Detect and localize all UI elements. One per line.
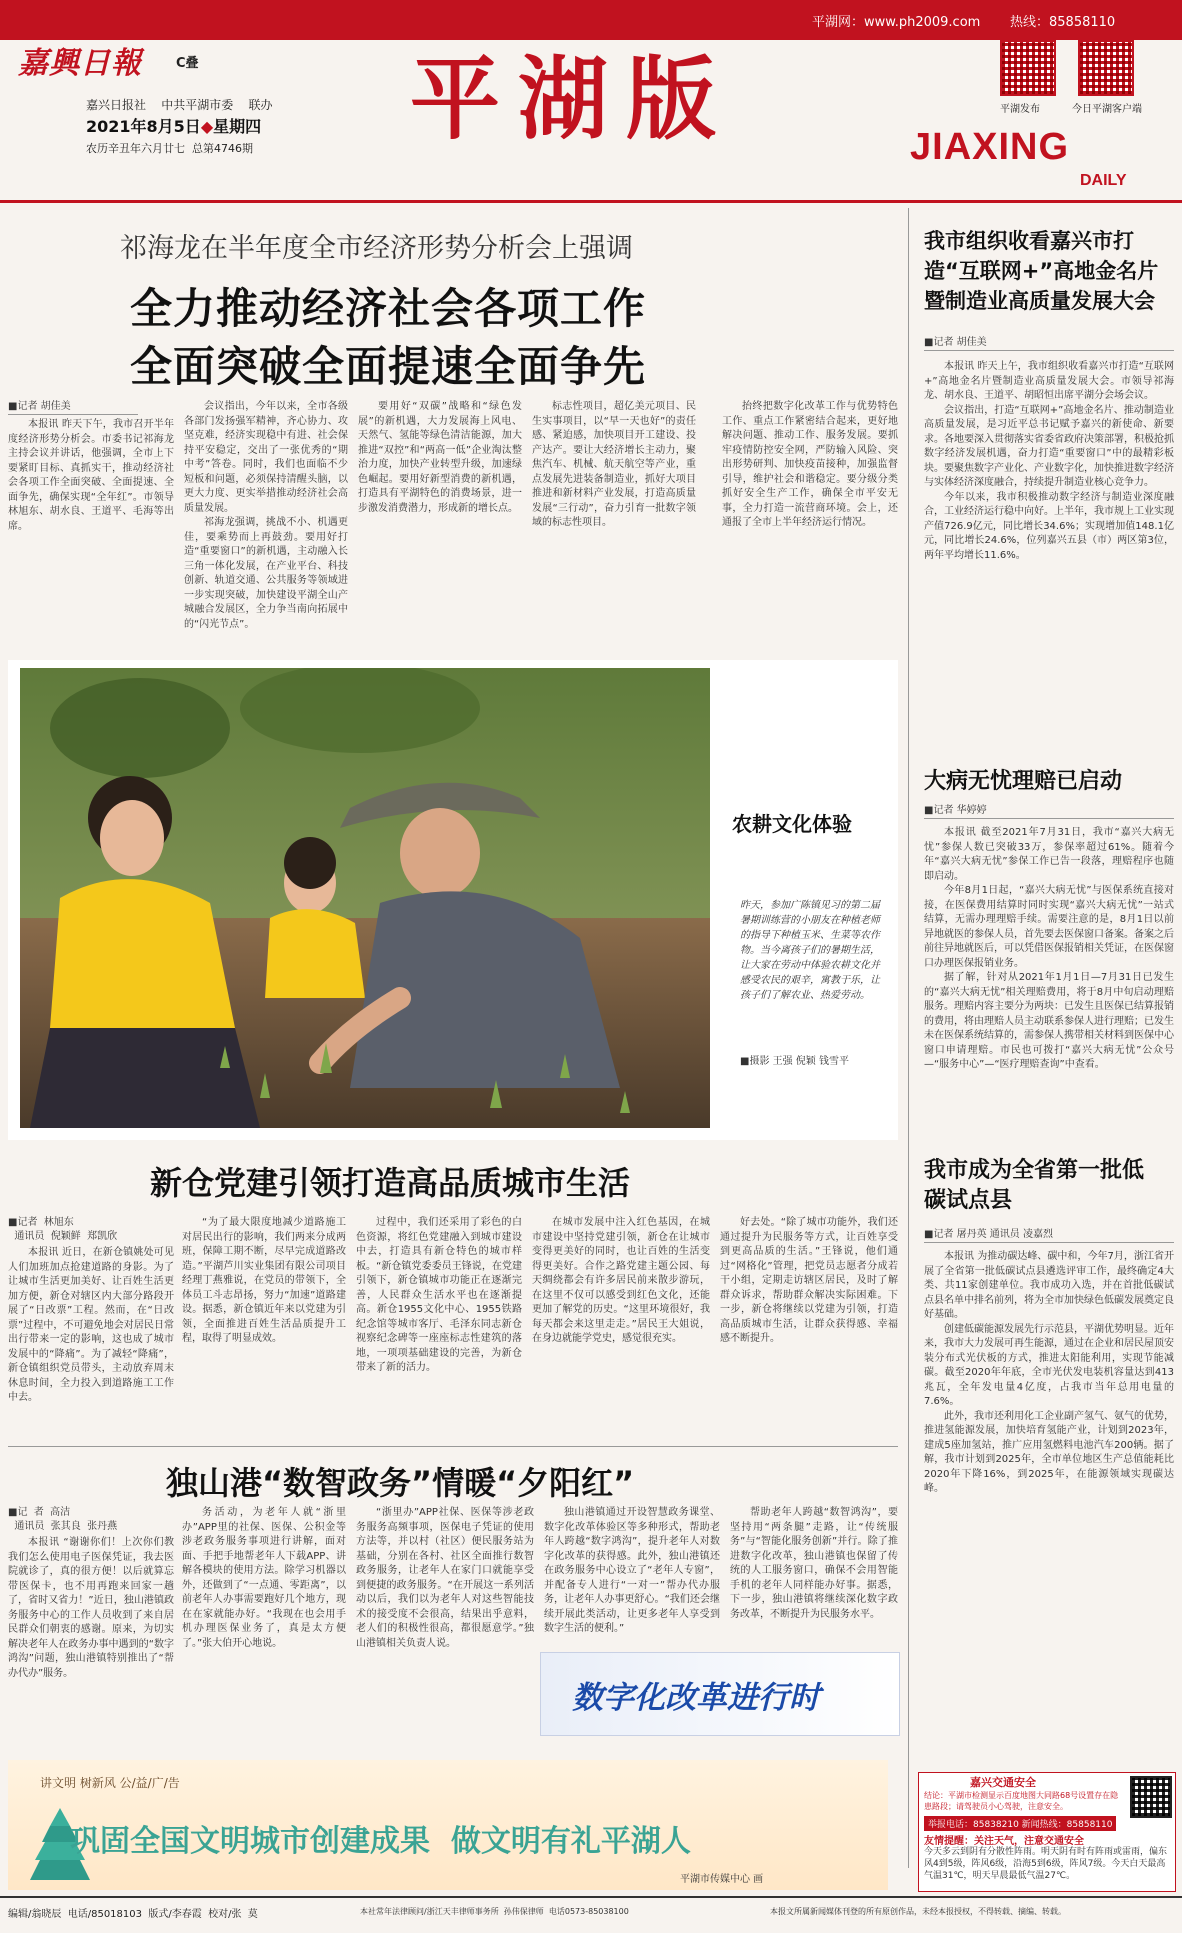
side1-paragraph: 会议指出，打造“互联网+”高地金名片、推动制造业高质量发展，是习近平总书记赋予嘉兴的新使命、新要求。各地要深入贯彻落实省委省政府决策部署，积极抢抓数字经济发展机遇，奋力打造“重要窗口”中的最精彩板块。要聚焦数字产业化、产业数字化，加快推进数字经济与实体经济深度融合，持续提升制造业核心竞争力。 xyxy=(924,404,1174,488)
lead-col-2 xyxy=(184,400,348,648)
lead-col-3 xyxy=(358,400,522,648)
masthead-date xyxy=(86,114,261,137)
side3-paragraph: 创建低碳能源发展先行示范县，平湖优势明显。近年来，我市大力发展可再生能源，通过在企业和居民屋顶安装分布式光伏板的方式，推进太阳能利用，实现节能减碳。截至2020年年底，全市光伏发电装机容量达到413兆瓦，全年发电量4亿度，占我市当年总用电量的7.6%。 xyxy=(924,1323,1174,1407)
footer-editors: 编辑/翁晓辰 电话/85018103 版式/李春霞 校对/张 莫 xyxy=(8,1909,258,1920)
top-bar-hotline[interactable]: 热线：85858110 xyxy=(1010,15,1116,30)
lead-paragraph: 标志性项目，超亿美元项目、民生实事项目，以“早一天也好”的责任感、紧迫感，加快项目开工建设、投产达产。要让大经济增长主动力，聚焦汽车、机械、航天航空等产业，重点发展先进装备制造业，抓好大项目推进和新材料产业发展，打造高质量发展“三行动”，奋力引育一批数字领域的标志性项目。 xyxy=(532,401,696,528)
side1-rule xyxy=(924,350,1174,351)
side3-rule xyxy=(924,1242,1174,1243)
girl-pants xyxy=(30,1028,260,1128)
side2-byline: ■记者 华婷婷 xyxy=(924,805,987,816)
xincang-paragraph: 好去处。“除了城市功能外，我们还通过提升为民服务等方式，让百姓享受到更高品质的生活。”王锋说，他们通过“网格化”管理，把党员志愿者分成若干小组，定期走访辖区居民，及时了解群众诉求，帮助群众解决实际困难。下一步，新仓将继续以党建为引领，打造高品质城市生活，让群众获得感、幸福感不断提升。 xyxy=(720,1217,898,1344)
top-bar xyxy=(0,0,1182,40)
lead-paragraph: 要用好“双碳”战略和“绿色发展”的新机遇，大力发展海上风电、天然气、氢能等绿色清洁能源，加大推进“双控”和“两高一低”企业淘汰整治力度，加快产业转型升级，加速绿色崛起。要用好新型消费的新机遇，打造具有平湖特色的消费场景，进一步激发消费潜力，形成新的增长点。 xyxy=(358,401,522,514)
footer-legal: 本社常年法律顾问/浙江天丰律师事务所 孙伟保律师 电话0573-85038100 xyxy=(360,1907,629,1916)
side1-paragraph: 本报讯 昨天上午，我市组织收看嘉兴市打造“互联网+”高地金名片暨制造业高质量发展大会。市领导祁海龙、胡水良、王道平、胡昭恒出席平湖分会场会议。 xyxy=(924,361,1174,401)
lead-paragraph: 祁海龙强调，挑战不小、机遇更佳，要乘势而上再鼓劲。要用好打造“重要窗口”的新机遇，主动融入长三角一体化发展，在产业平台、科技创新、轨道交通、公共服务等领域进一步实现突破，加快建设平湖全山产城融合发展区，全力争当南向拓展中的“闪光节点”。 xyxy=(184,517,348,630)
side2-paragraph: 本报讯 截至2021年7月31日，我市“嘉兴大病无忧”参保人数已突破33万，参保率超过61%。随着今年“嘉兴大病无忧”参保工作已告一段落，理赔程序也随即启动。 xyxy=(924,827,1174,882)
lead-col-4 xyxy=(532,400,696,648)
side2-paragraph: 今年8月1日起，“嘉兴大病无忧”与医保系统直接对接，在医保费用结算时同时实现“嘉兴大病无忧”一站式结算，无需办理理赔手续。需要注意的是，8月1日以前异地就医的参保人员，首先要去医保窗口备案。备案之后前往异地就医后，可以凭借医保报销相关凭证，在医保窗口办理医保报销业务。 xyxy=(924,885,1174,969)
dushan-col-2 xyxy=(182,1506,346,1760)
newspaper-logo: 嘉興日報 xyxy=(18,46,142,81)
dushan-col-5 xyxy=(730,1506,898,1646)
child-shirt xyxy=(265,909,365,998)
civility-ad-slogan: 巩固全国文明城市创建成果 做文明有礼平湖人 xyxy=(70,1824,691,1859)
xincang-paragraph: 本报讯 近日，在新仓镇姚处可见人们加班加点抢建道路的身影。为了让城市生活更加美好、让百姓生活更加方便，新仓对辖区内大部分路段开展了“日改票”工程。然而，在“日改票”过程中，不可避免地会对居民日常出行带来一定的影响，这也成了城市发展中的“降痛”。为了减轻“降痛”，新仓镇组织党员带头，主动放弃周末休息时间，全力投入到道路施工工作中去。 xyxy=(8,1247,174,1403)
side2-rule xyxy=(924,818,1174,819)
qr2-label: 今日平湖客户端 xyxy=(1072,104,1142,115)
issue-weekday: 星期四 xyxy=(213,117,262,136)
top-bar-site[interactable]: 平湖网：www.ph2009.com xyxy=(812,15,981,30)
xincang-headline: 新仓党建引领打造高品质城市生活 xyxy=(150,1164,631,1202)
weather-forecast: 今天多云到阴有分散性阵雨。明天阴有时有阵雨或雷雨，偏东风4到5级，阵风6级，沿海5到6级，阵风7级。今天白天最高气温31℃，明天早晨最低气温27℃。 xyxy=(924,1847,1168,1881)
footer-copyright: 本报文所属新闻媒体刊登的所有原创作品，未经本报授权，不得转载、摘编、转载。 xyxy=(770,1907,1066,1916)
dushan-col-1 xyxy=(8,1536,174,1760)
lead-headline-2: 全面突破全面提速全面争先 xyxy=(130,342,647,391)
lead-headline-1: 全力推动经济社会各项工作 xyxy=(130,284,647,333)
brand-jiaxing: JIAXING xyxy=(910,126,1070,168)
side2-paragraph: 据了解，针对从2021年1月1日—7月31日已发生的“嘉兴大病无忧”相关理赔费用，将于8月中旬启动理赔服务。理赔内容主要分为两块：已发生且医保已结算报销的费用，将由理赔人员主动联系参保人进行理赔；已发生未在医保系统结算的，需参保人携带相关材料到医保中心窗口申请理赔。市民也可拨打“嘉兴大病无忧”公众号—“服务中心”—“医疗理赔查询”中查看。 xyxy=(924,972,1174,1070)
lead-col-1 xyxy=(8,418,174,648)
dushan-paragraph: 本报讯 “谢谢你们！上次你们教我们怎么使用电子医保凭证，我去医院就诊了，真的很方便！以后就算忘带医保卡，也不用再跑来回家一趟了，省时又省力！”近日，独山港镇政务服务中心的工作人员收到了来自居民群众们朝衷的感谢。原来，为切实解决老年人在政务办事中遇到的“数字鸿沟”问题，独山港镇特别推出了“帮办代办”服务。 xyxy=(8,1537,174,1679)
dushan-byline: ■记 者 高洁 通讯员 张其良 张丹燕 xyxy=(8,1507,118,1532)
xincang-paragraph: 在城市发展中注入红色基因，在城市建设中坚持党建引领，新仓在让城市变得更美好的同时，也让百姓的生活变得更美好。合作之路党建主题公园、每天绸绕都会有许多居民前来散步游玩，在这里不仅可以感受到红色文化，还能更加了解党的历史。“这里环境很好，我每天都会来这里走走。”居民王大姐说，在身边就能学党史，感觉很充实。 xyxy=(532,1217,710,1344)
photo-caption: 昨天，参加广陈镇见习的第二届暑期训练营的小朋友在种植老师的指导下种植玉米、生菜等农作物。当今离孩子们的暑期生活，让大家在劳动中体验农耕文化并感受农民的艰辛，寓教于乐，让孩子们了解农业、热爱劳动。 xyxy=(740,900,880,1001)
section-label: C叠 xyxy=(176,56,199,71)
side3-headline: 我市成为全省第一批低碳试点县 xyxy=(924,1158,1145,1213)
lead-byline-rule xyxy=(8,414,138,415)
dushan-col-4 xyxy=(544,1506,720,1646)
girl-face xyxy=(100,800,164,876)
qr-code-pinghu-release[interactable] xyxy=(1000,40,1056,96)
civility-ad-credit: 平湖市传媒中心 画 xyxy=(680,1874,764,1885)
side1-paragraph: 今年以来，我市积极推动数字经济与制造业深度融合，工业经济运行稳中向好。上半年，我市规上工业实现产值726.9亿元，同比增长34.6%；实现增加值148.1亿元，同比增长24.6%，位列嘉兴五县（市）两区第3位，两年平均增长11.6%。 xyxy=(924,491,1174,561)
xincang-paragraph: “为了最大限度地减少道路施工对居民出行的影响，我们两来分成两班，保障工期不断，尽早完成道路改造。”平湖芦川实业集团有限公司项目经理丁燕雅说，在党员的带领下，全体员工斗志昂扬，努力“加速”道路建设。据悉，新仓镇近年来以党建为引领，全面推进百姓生活品质提升工程，取得了明显成效。 xyxy=(182,1217,346,1344)
traffic-hotline: 举报电话：85838210 新闻热线：85858110 xyxy=(924,1816,1116,1831)
xincang-col-3 xyxy=(356,1216,522,1436)
masthead-rule xyxy=(0,200,1182,203)
side2-body xyxy=(924,826,1174,1146)
teacher-face xyxy=(400,808,480,898)
section-rule xyxy=(8,1446,898,1447)
side2-headline: 大病无忧理赔已启动 xyxy=(924,769,1123,794)
lead-byline: ■记者 胡佳美 xyxy=(8,401,71,412)
diamond-icon: ◆ xyxy=(200,117,214,136)
side3-byline: ■记者 屠丹英 通讯员 凌嘉烈 xyxy=(924,1229,1053,1240)
footer-rule xyxy=(0,1896,1182,1898)
lead-paragraph: 本报讯 昨天下午，我市召开半年度经济形势分析会。市委书记祁海龙主持会议并讲话，他强调，全市上下要紧盯目标、真抓实干，推动经济社会各项工作全面突破、全面提速、全面争先，确保实现“全年红”。市领导林旭东、胡水良、王道平、毛海等出席。 xyxy=(8,419,174,532)
xincang-col-5 xyxy=(720,1216,898,1436)
xincang-byline: ■记者 林旭东 通讯员 倪颖鲜 郑凯欣 xyxy=(8,1217,118,1242)
photo-title: 农耕文化体验 xyxy=(732,812,852,836)
side3-paragraph: 此外，我市还利用化工企业副产氢气、氨气的优势，推进氢能源发展，加快培育氢能产业，计划到2023年，建成5座加氢站，推广应用氢燃料电池汽车200辆。据了解，我市计划到2025年，全市单位地区生产总值能耗比2020年下降16%，到2025年，在能源领域实现碳达峰。 xyxy=(924,1410,1174,1494)
farming-photo[interactable] xyxy=(20,668,710,1128)
side1-headline: 我市组织收看嘉兴市打造“互联网+”高地金名片暨制造业高质量发展大会 xyxy=(924,229,1159,313)
girl-shirt xyxy=(50,879,235,1028)
traffic-lines: 结论：平湖市检测显示百度地图大同路68号设置存在隐患路段；请驾驶员小心驾驶，注意安全。 xyxy=(924,1791,1119,1811)
masthead-lunar: 农历辛丑年六月廿七 总第4746期 xyxy=(86,142,253,155)
qr-code-pinghu-app[interactable] xyxy=(1078,40,1134,96)
side1-byline: ■记者 胡佳美 xyxy=(924,337,987,348)
column-divider xyxy=(908,208,909,1868)
dushan-paragraph: “浙里办”APP社保、医保等涉老政务服务高频事项，医保电子凭证的使用方法等，并以村（社区）便民服务站为基础，分别在各村、社区全面推行数智政务服务，让老年人在家门口就能享受到便捷的政务服务。“在开展这一系列活动以后，我们以为老年人对这些智能技术的接受度不会很高，结果出乎意料，老人们的积极性很高，都很愿意学。”独山港镇相关负责人说。 xyxy=(356,1507,534,1649)
dushan-paragraph: 帮助老年人跨越“数智鸿沟”，要坚持用“两条腿”走路，让“传统服务”与“智能化服务创新”并行。除了推进数字化改革，独山港镇也保留了传统的人工服务窗口，确保不会用智能手机的老年人同样能办好事。据悉，下一步，独山港镇将继续深化数字政务改革，不断提升为民服务水平。 xyxy=(730,1507,898,1620)
xincang-paragraph: 过程中，我们还采用了彩色的白色资源，将红色党建融入到城市建设中去，打造具有新仓特色的城市样板。“新仓镇党委委员王锋说，在党建引领下，新仓镇城市功能正在逐渐完善，人民群众生活水平也在逐渐提高。新仓1955文化中心、1955铁路纪念馆等城市客厅、毛泽东同志新仓视察纪念碑等一座座标志性建筑的落地，一项项基础建设的完善，为新仓带来了新的活力。 xyxy=(356,1217,522,1373)
civility-ad-small: 讲文明 树新风 公/益/广/告 xyxy=(40,1776,180,1790)
traffic-title: 嘉兴交通安全 xyxy=(970,1776,1036,1789)
weather-notice: 友情提醒：关注天气，注意交通安全 xyxy=(924,1836,1084,1847)
dushan-headline: 独山港“数智政务”情暖“夕阳红” xyxy=(166,1464,635,1502)
issue-date: 2021年8月5日 xyxy=(86,117,201,136)
digital-reform-banner-text: 数字化改革进行时 xyxy=(572,1680,820,1716)
dushan-paragraph: 务活动，为老年人就“浙里办”APP里的社保、医保、公积金等涉老政务服务事项进行讲解，面对面、手把手地帮老年人下载APP、讲解各模块的使用方法。除学习机器以外，还做到了“一点通、零距离”，以前老年人办事需要跑好几个地方，现在在家就能办好。“我现在也会用手机办理医保业务了，真是太方便了。”张大伯开心地说。 xyxy=(182,1507,346,1649)
xincang-col-4 xyxy=(532,1216,710,1436)
lead-kicker: 祁海龙在半年度全市经济形势分析会上强调 xyxy=(120,233,633,264)
lead-paragraph: 会议指出，今年以来，全市各级各部门发扬强军精神，齐心协力、攻坚克难，经济实现稳中有进、社会保持平安稳定，交出了一张优秀的“期中考”答卷。同时，我们也面临不少短板和问题，必须保持清醒头脑，以更大力度、更实举措推动经济社会高质量发展。 xyxy=(184,401,348,514)
qr1-label: 平湖发布 xyxy=(1000,104,1040,115)
masthead-orgs: 嘉兴日报社 中共平湖市委 联办 xyxy=(86,98,273,112)
lead-paragraph: 抬终把数字化改革工作与优势特色工作、重点工作紧密结合起来，更好地解决问题、推动工作、服务发展。要抓牢疫情防控安全网，严防输入风险、突出形势研判、加快疫苗接种，加强监督引导，维护社会和谐稳定。要分级分类抓好安全生产工作，确保全市平安无事，全力打造一流营商环境。会上，还通报了全市上半年经济运行情况。 xyxy=(722,401,898,528)
photo-credit: ■摄影 王强 倪颖 钱雪平 xyxy=(740,1056,849,1067)
lead-col-5 xyxy=(722,400,898,648)
xincang-col-2 xyxy=(182,1216,346,1436)
brand-daily: DAILY xyxy=(1080,172,1127,189)
traffic-qr-code[interactable] xyxy=(1130,1776,1172,1818)
side3-body xyxy=(924,1250,1174,1764)
xincang-col-1 xyxy=(8,1246,174,1436)
side3-paragraph: 本报讯 为推动碳达峰、碳中和，今年7月，浙江省开展了全省第一批低碳试点县遴选评审工作，最终确定4大类、共11家创建单位。我市成功入选，并在首批低碳试点县名单中排名前列，将为全市加快绿色低碳发展奠定良好基础。 xyxy=(924,1251,1174,1320)
edition-title: 平湖版 xyxy=(410,46,734,152)
side1-body xyxy=(924,360,1174,750)
dushan-col-3 xyxy=(356,1506,534,1760)
dushan-paragraph: 独山港镇通过开设智慧政务课堂、数字化改革体验区等多种形式，帮助老年人跨越“数字鸿沟”，提升老年人对数字化改革的获得感。此外，独山港镇还在政务服务中心设立了“老年人专窗”，并配备专人进行“一对一”帮办代办服务，让老年人办事更舒心。“我们还会继续开展此类活动，让更多老年人享受到数字生活的便利。” xyxy=(544,1507,720,1634)
